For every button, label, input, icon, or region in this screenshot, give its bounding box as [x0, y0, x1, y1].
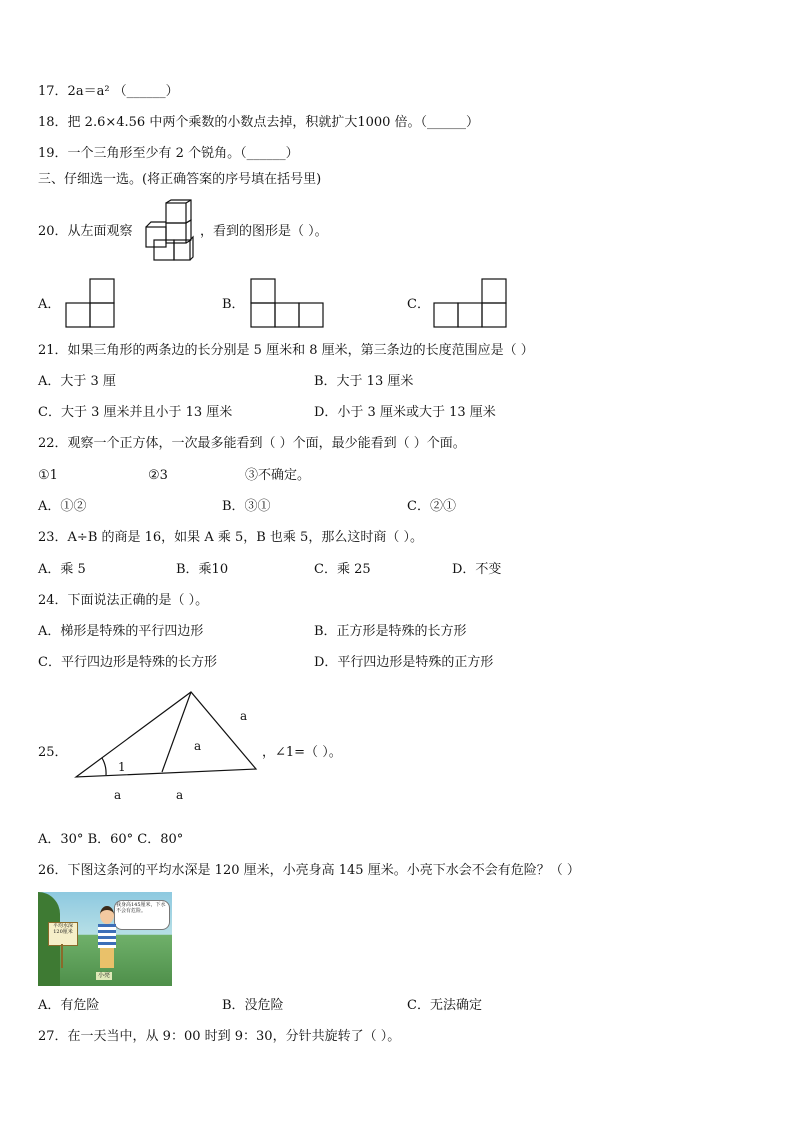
question-25-stem-post: ，∠1=（ ）。 [262, 745, 342, 760]
option-23-c[interactable]: C．乘 25 [314, 562, 371, 577]
option-21-b[interactable]: B．大于 13 厘米 [314, 374, 414, 389]
question-20-stem-pre: 20．从左面观察 [38, 224, 133, 239]
option-23-b[interactable]: B．乘10 [176, 562, 229, 577]
choice-22-2: ②3 [148, 468, 168, 483]
question-17: 17．2a＝a² （______） [38, 84, 179, 99]
option-24-d[interactable]: D．平行四边形是特殊的正方形 [314, 655, 494, 670]
label-angle-1: 1 [118, 760, 126, 774]
option-20-b-figure [249, 278, 329, 330]
river-illustration [38, 892, 172, 986]
question-19: 19．一个三角形至少有 2 个锐角。（______） [38, 146, 299, 161]
option-22-c[interactable]: C．②① [407, 499, 456, 514]
question-23-stem: 23．A÷B 的商是 16，如果 A 乘 5，B 也乘 5，那么这时商（ ）。 [38, 530, 423, 545]
question-20-stem-post: ，看到的图形是（ ）。 [200, 224, 328, 239]
question-26-stem: 26．下图这条河的平均水深是 120 厘米，小亮身高 145 厘米。小亮下水会不会有危险？（ ） [38, 863, 580, 878]
question-22-stem: 22．观察一个正方体，一次最多能看到（ ）个面，最少能看到（ ）个面。 [38, 436, 466, 451]
option-20-a-label[interactable]: A． [38, 297, 61, 312]
name-text: 小亮 [98, 972, 111, 979]
option-21-d[interactable]: D．小于 3 厘米或大于 13 厘米 [314, 405, 496, 420]
label-a-bottom-right: a [176, 788, 184, 802]
question-18: 18．把 2.6×4.56 中两个乘数的小数点去掉，积就扩大1000 倍。（______） [38, 115, 480, 130]
option-20-c-label[interactable]: C． [407, 297, 430, 312]
option-26-b[interactable]: B．没危险 [222, 998, 284, 1013]
option-23-a[interactable]: A．乘 5 [38, 562, 86, 577]
boy-head [100, 906, 114, 924]
boy-name-label [96, 972, 112, 980]
option-20-c-figure [432, 278, 512, 330]
question-24-stem: 24．下面说法正确的是（ ）。 [38, 593, 209, 608]
choice-22-3: ③不确定。 [245, 468, 311, 483]
boy-body [98, 924, 116, 948]
option-21-c[interactable]: C．大于 3 厘米并且小于 13 厘米 [38, 405, 233, 420]
boy-legs [100, 948, 114, 968]
option-26-c[interactable]: C．无法确定 [407, 998, 482, 1013]
choice-22-1: ①1 [38, 468, 58, 483]
triangle-figure [70, 688, 265, 783]
label-a-bottom-left: a [114, 788, 122, 802]
option-20-b-label[interactable]: B． [222, 297, 245, 312]
option-22-b[interactable]: B．③① [222, 499, 271, 514]
option-22-a[interactable]: A．①② [38, 499, 87, 514]
speech-bubble [114, 900, 170, 930]
option-23-d[interactable]: D．不变 [452, 562, 502, 577]
question-25-number: 25． [38, 745, 68, 760]
question-27: 27．在一天当中，从 9：00 时到 9：30，分针共旋转了（ ）。 [38, 1029, 401, 1044]
option-26-a[interactable]: A．有危险 [38, 998, 100, 1013]
label-a-right-side: a [240, 709, 248, 723]
option-24-a[interactable]: A．梯形是特殊的平行四边形 [38, 624, 204, 639]
sign-text: 平均水深120厘米 [52, 923, 73, 935]
option-24-c[interactable]: C．平行四边形是特殊的长方形 [38, 655, 217, 670]
option-21-a[interactable]: A．大于 3 厘 [38, 374, 116, 389]
water-depth-sign [48, 922, 78, 946]
section-heading: 三、仔细选一选。(将正确答案的序号填在括号里) [38, 172, 322, 187]
question-21-stem: 21．如果三角形的两条边的长分别是 5 厘米和 8 厘米，第三条边的长度范围应是（ ） [38, 343, 534, 358]
option-24-b[interactable]: B．正方形是特殊的长方形 [314, 624, 467, 639]
options-25[interactable]: A．30° B．60° C．80° [38, 832, 184, 847]
label-a-middle: a [194, 739, 202, 753]
bubble-text: 我身高145厘米，下水不会有危险。 [116, 902, 166, 914]
option-20-a-figure [64, 278, 120, 330]
cube-stack-figure [138, 200, 200, 262]
sign-post [61, 944, 63, 968]
